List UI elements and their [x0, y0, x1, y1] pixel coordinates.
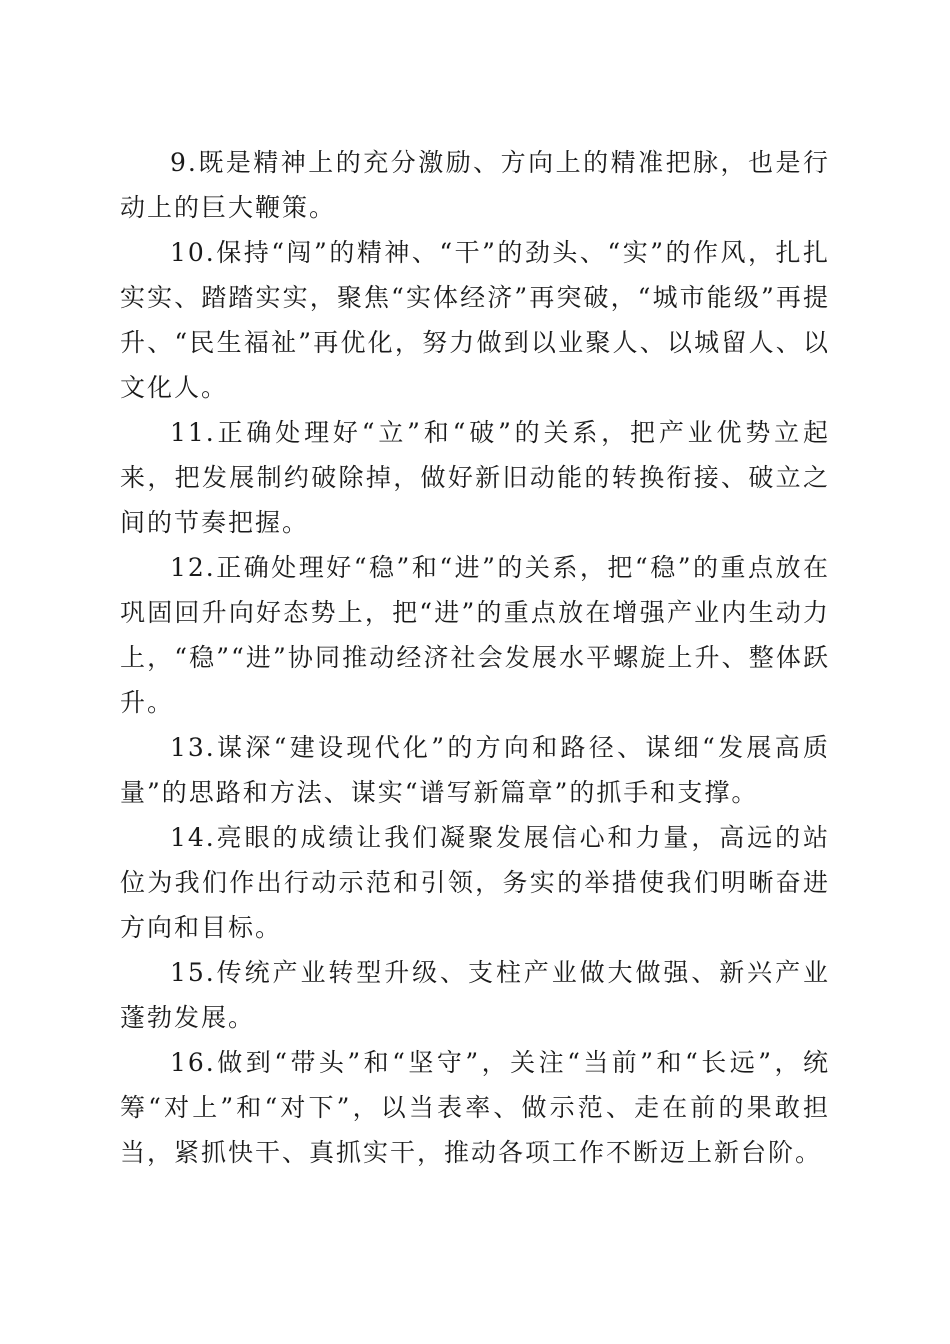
paragraph-12: 12.正确处理好“稳”和“进”的关系，把“稳”的重点放在巩固回升向好态势上，把“进”的重点放在增强产业内生动力上，“稳”“进”协同推动经济社会发展水平螺旋上升、整体跃升。 — [120, 553, 830, 717]
document-body — [120, 140, 830, 1175]
paragraph-11: 11.正确处理好“立”和“破”的关系，把产业优势立起来，把发展制约破除掉，做好新旧动能的转换衔接、破立之间的节奏把握。 — [120, 418, 830, 537]
paragraph-13: 13.谋深“建设现代化”的方向和路径、谋细“发展高质量”的思路和方法、谋实“谱写新篇章”的抓手和支撑。 — [120, 733, 830, 807]
paragraph-14: 14.亮眼的成绩让我们凝聚发展信心和力量，高远的站位为我们作出行动示范和引领，务实的举措使我们明晰奋进方向和目标。 — [120, 823, 830, 942]
paragraph-16: 16.做到“带头”和“坚守”，关注“当前”和“长远”，统筹“对上”和“对下”，以当表率、做示范、走在前的果敢担当，紧抓快干、真抓实干，推动各项工作不断迈上新台阶。 — [120, 1048, 830, 1167]
paragraph-15: 15.传统产业转型升级、支柱产业做大做强、新兴产业蓬勃发展。 — [120, 958, 830, 1032]
paragraph-9: 9.既是精神上的充分激励、方向上的精准把脉，也是行动上的巨大鞭策。 — [120, 148, 830, 222]
paragraph-10: 10.保持“闯”的精神、“干”的劲头、“实”的作风，扎扎实实、踏踏实实，聚焦“实体经济”再突破，“城市能级”再提升、“民生福祉”再优化，努力做到以业聚人、以城留人、以文化人。 — [120, 238, 830, 402]
